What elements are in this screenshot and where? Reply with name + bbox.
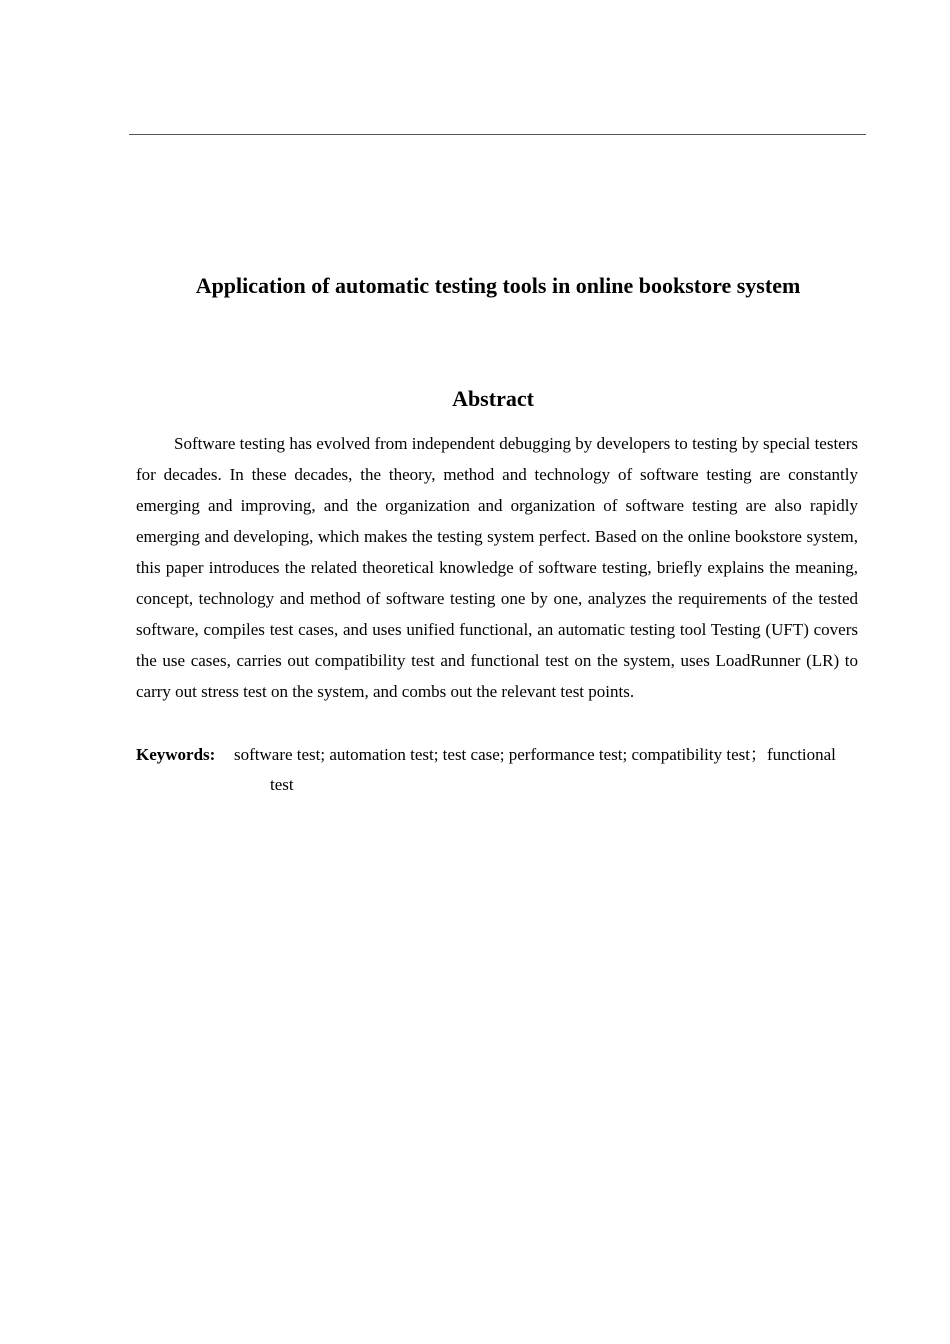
abstract-body: Software testing has evolved from independent debugging by developers to testing by special testers for decades. In these decades, the theory, method and technology of software testing are constantly emerging and improving, and the organization and organization of software testing are also rapidly emerging and developing, which makes the testing system perfect. Based on the online bookstore system, this paper introduces the related theoretical knowledge of software testing, briefly explains the meaning, concept, technology and method of software testing one by one, analyzes the requirements of the tested software, compiles test cases, and uses unified functional, an automatic testing tool Testing (UFT) covers the use cases, carries out compatibility test and functional test on the system, uses LoadRunner (LR) to carry out stress test on the system, and combs out the relevant test points. <box>136 434 858 701</box>
keywords-label: Keywords: <box>136 745 216 764</box>
keywords-list: software test; automation test; test case; performance test; compatibility test；functional test <box>234 745 836 794</box>
paper-title: Application of automatic testing tools in online bookstore system <box>195 273 801 298</box>
keywords-block <box>136 740 858 800</box>
header-rule <box>129 134 866 135</box>
abstract-heading: Abstract <box>452 386 534 411</box>
